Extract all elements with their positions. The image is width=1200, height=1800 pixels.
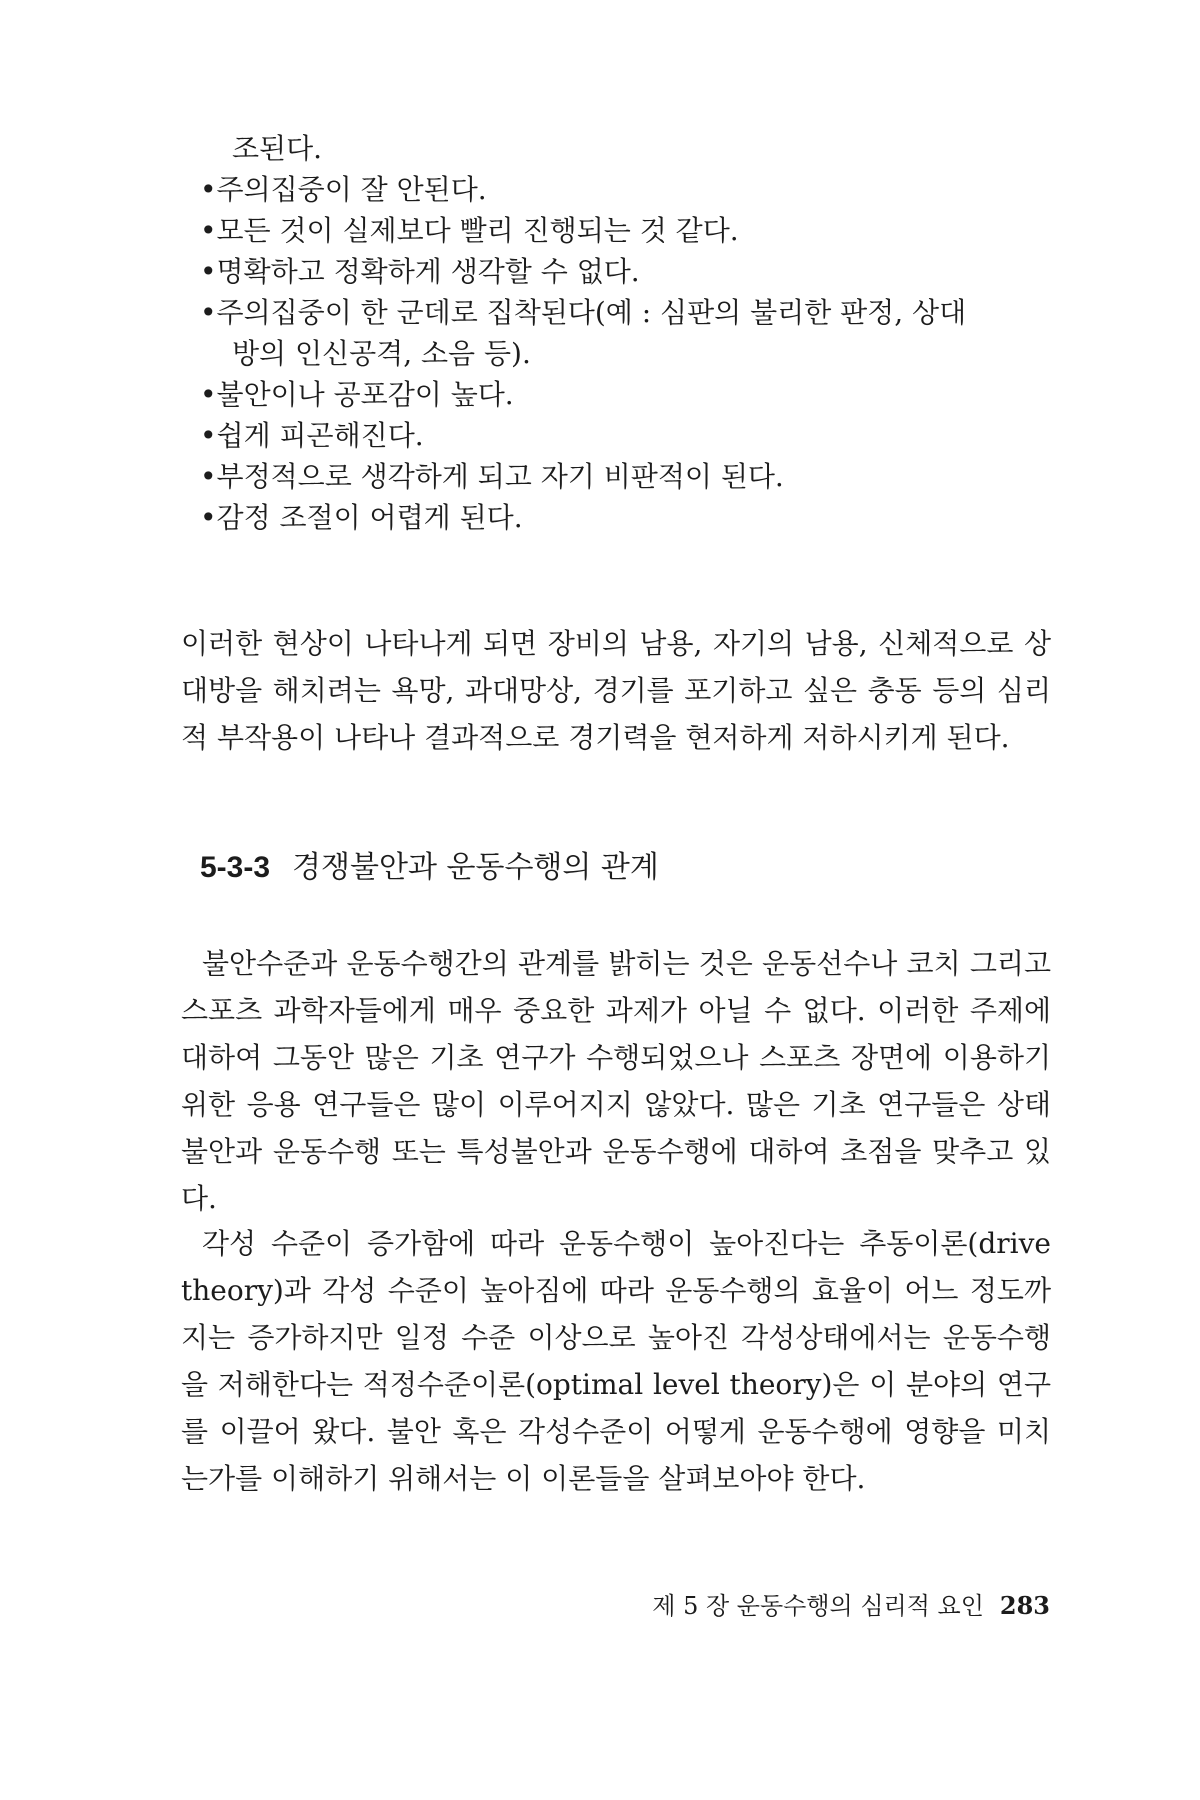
paragraph-side-effects: 이러한 현상이 나타나게 되면 장비의 남용, 자기의 남용, 신체적으로 상대방을 해치려는 욕망, 과대망상, 경기를 포기하고 싶은 충동 등의 심리적 부작용이 나타나 결과적으로 경기력을 현저하게 저하시키게 된다.	[181, 627, 1051, 754]
list-item: •쉽게 피곤해진다.	[200, 419, 424, 452]
list-item: •불안이나 공포감이 높다.	[200, 378, 514, 411]
list-continuation: 조된다.	[232, 132, 323, 165]
list-item: •모든 것이 실제보다 빨리 진행되는 것 같다.	[200, 214, 739, 247]
list-item: •부정적으로 생각하게 되고 자기 비판적이 된다.	[200, 460, 784, 493]
section-number: 5-3-3	[200, 851, 271, 884]
paragraph-anxiety-performance: 불안수준과 운동수행간의 관계를 밝히는 것은 운동선수나 코치 그리고 스포츠 과학자들에게 매우 중요한 과제가 아닐 수 없다. 이러한 주제에 대하여 그동안 많은 기초 연구가 수행되었으나 스포츠 장면에 이용하기 위한 응용 연구들은 많이 이루어지지 않았다. 많은 기초 연구들은 상태불안과 운동수행 또는 특성불안과 운동수행에 대하여 초점을 맞추고 있다.	[181, 947, 1051, 1215]
bullet-list	[200, 128, 1050, 538]
list-item: •주의집중이 잘 안된다.	[200, 173, 487, 206]
list-item: •주의집중이 한 군데로 집착된다(예 : 심판의 불리한 판정, 상대	[200, 296, 967, 329]
running-chapter-title: 제 5 장 운동수행의 심리적 요인	[652, 1592, 984, 1620]
page-number: 283	[999, 1591, 1050, 1620]
list-item: •명확하고 정확하게 생각할 수 없다.	[200, 255, 640, 288]
page-footer	[652, 1590, 1050, 1622]
list-item-continuation: 방의 인신공격, 소음 등).	[232, 337, 531, 370]
section-heading	[200, 848, 1050, 888]
list-item: •감정 조절이 어렵게 된다.	[200, 501, 523, 534]
section-title: 경쟁불안과 운동수행의 관계	[292, 850, 659, 885]
paragraph-theories: 각성 수준이 증가함에 따라 운동수행이 높아진다는 추동이론(drive theory)과 각성 수준이 높아짐에 따라 운동수행의 효율이 어느 정도까지는 증가하지만 일정 수준 이상으로 높아진 각성상태에서는 운동수행을 저해한다는 적정수준이론(optimal level theory)은 이 분야의 연구를 이끌어 왔다. 불안 혹은 각성수준이 어떻게 운동수행에 영향을 미치는가를 이해하기 위해서는 이 이론들을 살펴보아야 한다.	[181, 1227, 1051, 1495]
